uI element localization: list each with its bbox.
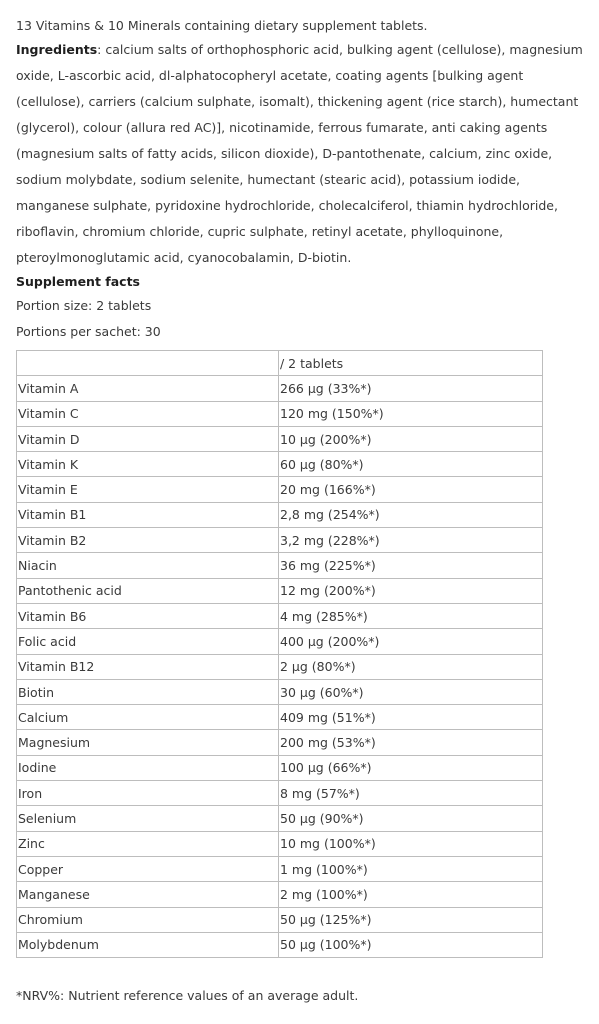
nutrient-cell: Copper bbox=[17, 856, 279, 881]
table-row bbox=[17, 679, 543, 704]
amount-cell: 50 µg (90%*) bbox=[279, 806, 543, 831]
supplement-facts-title: Supplement facts bbox=[16, 274, 140, 289]
table-header-row bbox=[17, 351, 543, 376]
product-description bbox=[16, 16, 586, 345]
amount-cell: 50 µg (100%*) bbox=[279, 932, 543, 957]
ingredients-label: Ingredients bbox=[16, 42, 98, 57]
table-row bbox=[17, 932, 543, 957]
nutrient-cell: Biotin bbox=[17, 679, 279, 704]
table-header-nutrient bbox=[17, 351, 279, 376]
supplement-facts-table bbox=[16, 350, 543, 958]
amount-cell: 20 mg (166%*) bbox=[279, 477, 543, 502]
table-row bbox=[17, 376, 543, 401]
nutrient-cell: Vitamin C bbox=[17, 401, 279, 426]
nutrient-cell: Zinc bbox=[17, 831, 279, 856]
amount-cell: 10 mg (100%*) bbox=[279, 831, 543, 856]
nutrient-cell: Molybdenum bbox=[17, 932, 279, 957]
amount-cell: 2 µg (80%*) bbox=[279, 654, 543, 679]
amount-cell: 8 mg (57%*) bbox=[279, 781, 543, 806]
amount-cell: 30 µg (60%*) bbox=[279, 679, 543, 704]
nutrient-cell: Vitamin K bbox=[17, 452, 279, 477]
amount-cell: 12 mg (200%*) bbox=[279, 578, 543, 603]
nutrient-cell: Selenium bbox=[17, 806, 279, 831]
amount-cell: 100 µg (66%*) bbox=[279, 755, 543, 780]
nutrient-cell: Folic acid bbox=[17, 629, 279, 654]
table-row bbox=[17, 831, 543, 856]
nutrient-cell: Vitamin B6 bbox=[17, 603, 279, 628]
nutrient-cell: Vitamin E bbox=[17, 477, 279, 502]
amount-cell: 409 mg (51%*) bbox=[279, 705, 543, 730]
table-row bbox=[17, 907, 543, 932]
table-row bbox=[17, 452, 543, 477]
intro-text: 13 Vitamins & 10 Minerals containing dietary supplement tablets. bbox=[16, 18, 428, 33]
amount-cell: 2,8 mg (254%*) bbox=[279, 502, 543, 527]
table-row bbox=[17, 477, 543, 502]
nrv-footnote: *NRV%: Nutrient reference values of an average adult. bbox=[16, 988, 359, 1003]
table-row bbox=[17, 882, 543, 907]
nutrient-cell: Vitamin D bbox=[17, 426, 279, 451]
nutrient-cell: Calcium bbox=[17, 705, 279, 730]
table-row bbox=[17, 528, 543, 553]
table-row bbox=[17, 755, 543, 780]
nutrient-cell: Vitamin A bbox=[17, 376, 279, 401]
amount-cell: 36 mg (225%*) bbox=[279, 553, 543, 578]
nutrient-cell: Chromium bbox=[17, 907, 279, 932]
nutrient-cell: Iodine bbox=[17, 755, 279, 780]
amount-cell: 2 mg (100%*) bbox=[279, 882, 543, 907]
amount-cell: 120 mg (150%*) bbox=[279, 401, 543, 426]
table-row bbox=[17, 426, 543, 451]
amount-cell: 266 µg (33%*) bbox=[279, 376, 543, 401]
amount-cell: 60 µg (80%*) bbox=[279, 452, 543, 477]
nutrient-cell: Vitamin B2 bbox=[17, 528, 279, 553]
table-row bbox=[17, 856, 543, 881]
table-row bbox=[17, 578, 543, 603]
amount-cell: 50 µg (125%*) bbox=[279, 907, 543, 932]
amount-cell: 400 µg (200%*) bbox=[279, 629, 543, 654]
table-row bbox=[17, 654, 543, 679]
amount-cell: 10 µg (200%*) bbox=[279, 426, 543, 451]
table-header-amount: / 2 tablets bbox=[279, 351, 543, 376]
table-row bbox=[17, 730, 543, 755]
nutrient-cell: Vitamin B1 bbox=[17, 502, 279, 527]
portion-size: Portion size: 2 tablets bbox=[16, 298, 152, 313]
amount-cell: 200 mg (53%*) bbox=[279, 730, 543, 755]
amount-cell: 1 mg (100%*) bbox=[279, 856, 543, 881]
nutrient-cell: Vitamin B12 bbox=[17, 654, 279, 679]
table-row bbox=[17, 502, 543, 527]
table-row bbox=[17, 553, 543, 578]
nutrient-cell: Pantothenic acid bbox=[17, 578, 279, 603]
table-row bbox=[17, 781, 543, 806]
portions-per-sachet: Portions per sachet: 30 bbox=[16, 324, 161, 339]
ingredients-paragraph bbox=[16, 37, 586, 271]
table-row bbox=[17, 705, 543, 730]
table-row bbox=[17, 629, 543, 654]
table-row bbox=[17, 806, 543, 831]
nutrient-cell: Iron bbox=[17, 781, 279, 806]
nutrient-cell: Magnesium bbox=[17, 730, 279, 755]
amount-cell: 4 mg (285%*) bbox=[279, 603, 543, 628]
nutrient-cell: Niacin bbox=[17, 553, 279, 578]
nutrient-cell: Manganese bbox=[17, 882, 279, 907]
table-row bbox=[17, 603, 543, 628]
table-row bbox=[17, 401, 543, 426]
amount-cell: 3,2 mg (228%*) bbox=[279, 528, 543, 553]
ingredients-text: : calcium salts of orthophosphoric acid, bulking agent (cellulose), magnesium oxide, L-ascorbic acid, dl-alphatocopheryl acetate, coating agents [bulking agent (cellulose), carriers (calcium sulphate, isomalt), thickening agent (rice starch), humectant (glycerol), colour (allura red AC)], nicotinamide, ferrous fumarate, anti caking agents (magnesium salts of fatty acids, silicon dioxide), D-pantothenate, calcium, zinc oxide, sodium molybdate, sodium selenite, humectant (stearic acid), potassium iodide, manganese sulphate, pyridoxine hydrochloride, cholecalciferol, thiamin hydrochloride, riboflavin, chromium chloride, cupric sulphate, retinyl acetate, phylloquinone, pteroylmonoglutamic acid, cyanocobalamin, D-biotin. bbox=[16, 42, 583, 265]
